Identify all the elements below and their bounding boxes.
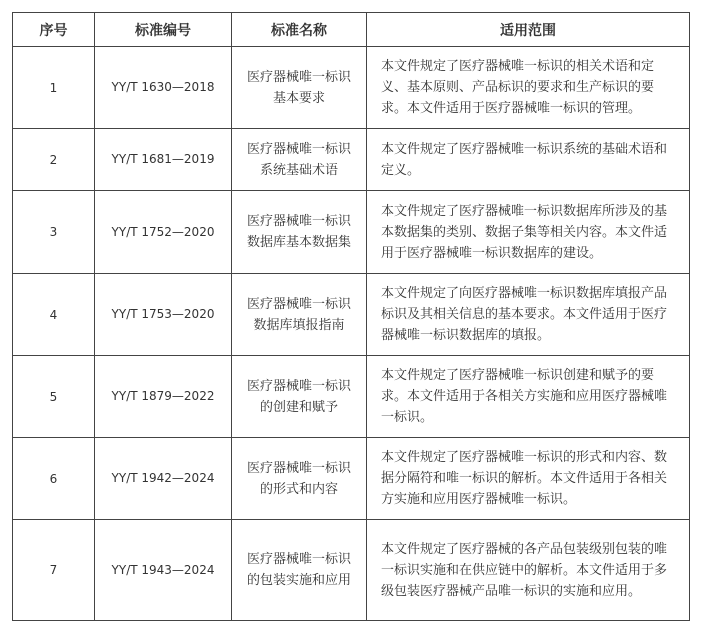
standard-name-cell: 医疗器械唯一标识的创建和赋予 — [232, 356, 367, 438]
scope-cell: 本文件规定了医疗器械唯一标识系统的基础术语和定义。 — [367, 129, 690, 191]
table-row — [13, 191, 690, 274]
serial-cell: 2 — [13, 129, 95, 191]
serial-cell: 5 — [13, 356, 95, 438]
standard-code-cell: YY/T 1752—2020 — [95, 191, 232, 274]
header-serial: 序号 — [13, 13, 95, 47]
header-row — [13, 13, 690, 47]
header-scope: 适用范围 — [367, 13, 690, 47]
table-row — [13, 438, 690, 520]
scope-cell: 本文件规定了向医疗器械唯一标识数据库填报产品标识及其相关信息的基本要求。本文件适用于医疗器械唯一标识数据库的填报。 — [367, 274, 690, 356]
header-standard-code: 标准编号 — [95, 13, 232, 47]
scope-cell: 本文件规定了医疗器械唯一标识数据库所涉及的基本数据集的类别、数据子集等相关内容。本文件适用于医疗器械唯一标识数据库的建设。 — [367, 191, 690, 274]
standard-name-cell: 医疗器械唯一标识基本要求 — [232, 47, 367, 129]
header-standard-name: 标准名称 — [232, 13, 367, 47]
standards-table — [12, 12, 690, 621]
table-row — [13, 356, 690, 438]
serial-cell: 4 — [13, 274, 95, 356]
table-row — [13, 520, 690, 621]
standard-code-cell: YY/T 1753—2020 — [95, 274, 232, 356]
standard-code-cell: YY/T 1879—2022 — [95, 356, 232, 438]
table-row — [13, 129, 690, 191]
serial-cell: 6 — [13, 438, 95, 520]
standard-code-cell: YY/T 1943—2024 — [95, 520, 232, 621]
standard-code-cell: YY/T 1630—2018 — [95, 47, 232, 129]
serial-cell: 1 — [13, 47, 95, 129]
scope-cell: 本文件规定了医疗器械唯一标识创建和赋予的要求。本文件适用于各相关方实施和应用医疗器械唯一标识。 — [367, 356, 690, 438]
standard-name-cell: 医疗器械唯一标识系统基础术语 — [232, 129, 367, 191]
table-row — [13, 274, 690, 356]
serial-cell: 3 — [13, 191, 95, 274]
serial-cell: 7 — [13, 520, 95, 621]
standard-name-cell: 医疗器械唯一标识的形式和内容 — [232, 438, 367, 520]
standard-name-cell: 医疗器械唯一标识数据库填报指南 — [232, 274, 367, 356]
standard-name-cell: 医疗器械唯一标识的包装实施和应用 — [232, 520, 367, 621]
scope-cell: 本文件规定了医疗器械唯一标识的相关术语和定义、基本原则、产品标识的要求和生产标识的要求。本文件适用于医疗器械唯一标识的管理。 — [367, 47, 690, 129]
standard-code-cell: YY/T 1942—2024 — [95, 438, 232, 520]
scope-cell: 本文件规定了医疗器械唯一标识的形式和内容、数据分隔符和唯一标识的解析。本文件适用于各相关方实施和应用医疗器械唯一标识。 — [367, 438, 690, 520]
table-row — [13, 47, 690, 129]
standard-name-cell: 医疗器械唯一标识数据库基本数据集 — [232, 191, 367, 274]
scope-cell: 本文件规定了医疗器械的各产品包装级别包装的唯一标识实施和在供应链中的解析。本文件适用于多级包装医疗器械产品唯一标识的实施和应用。 — [367, 520, 690, 621]
standard-code-cell: YY/T 1681—2019 — [95, 129, 232, 191]
